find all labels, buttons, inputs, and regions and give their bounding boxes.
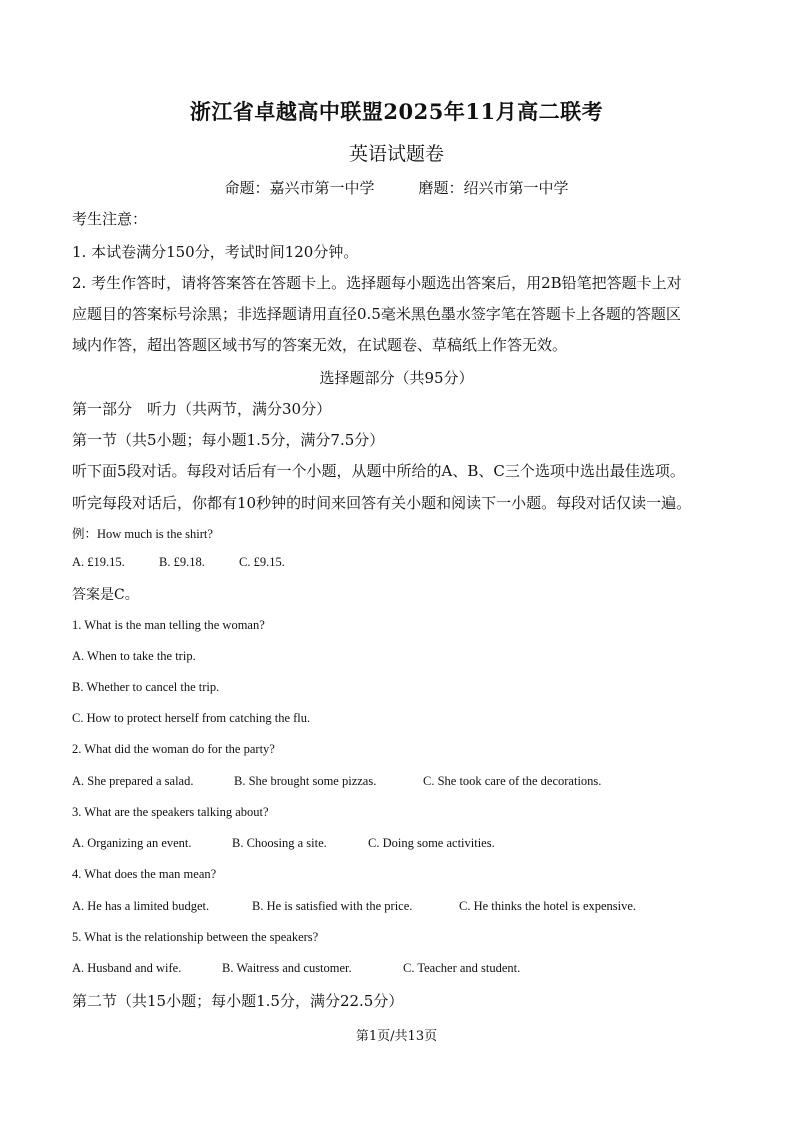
- example-options: [72, 555, 285, 570]
- question-4-option-a: A. He has a limited budget.: [72, 899, 210, 913]
- question-2-option-a: A. She prepared a salad.: [72, 774, 194, 788]
- sub-section-1-heading: 第一节（共5小题；每小题1.5分，满分7.5分）: [72, 431, 385, 449]
- page-subtitle: 英语试题卷: [348, 143, 444, 165]
- section-heading: 选择题部分（共95分）: [319, 369, 474, 387]
- question-4: 4. What does the man mean?: [72, 867, 217, 881]
- notice-item-2-line-2: 应题目的答案标号涂黑；非选择题请用直径0.5毫米黑色墨水签字笔在答题卡上各题的答题区: [72, 305, 681, 323]
- example-question: 例：How much is the shirt?: [72, 527, 213, 541]
- question-5-option-c: C. Teacher and student.: [403, 961, 521, 975]
- question-1: 1. What is the man telling the woman?: [72, 618, 265, 632]
- instruction-line-2: 听完每段对话后，你都有10秒钟的时间来回答有关小题和阅读下一小题。每段对话仅读一遍。: [72, 494, 692, 512]
- question-2: 2. What did the woman do for the party?: [72, 742, 275, 756]
- question-5-option-a: A. Husband and wife.: [72, 961, 182, 975]
- question-3-option-a: A. Organizing an event.: [72, 836, 192, 850]
- question-4-option-c: C. He thinks the hotel is expensive.: [459, 899, 637, 913]
- part-1-heading: 第一部分 听力（共两节，满分30分）: [72, 400, 332, 418]
- example-option-c: C. £9.15.: [239, 555, 285, 569]
- question-2-option-b: B. She brought some pizzas.: [234, 774, 377, 788]
- notice-item-1: 1. 本试卷满分150分，考试时间120分钟。: [72, 243, 359, 261]
- question-3: 3. What are the speakers talking about?: [72, 805, 269, 819]
- notice-heading: 考生注意：: [72, 210, 148, 228]
- question-4-option-b: B. He is satisfied with the price.: [252, 899, 413, 913]
- author-setter: 命题：嘉兴市第一中学: [224, 179, 375, 197]
- question-5-option-b: B. Waitress and customer.: [222, 961, 352, 975]
- question-2-option-c: C. She took care of the decorations.: [423, 774, 602, 788]
- example-answer: 答案是C。: [72, 587, 139, 603]
- question-5: 5. What is the relationship between the speakers?: [72, 930, 319, 944]
- question-3-options: [72, 836, 495, 851]
- question-5-options: [72, 961, 520, 976]
- sub-section-2-heading: 第二节（共15小题；每小题1.5分，满分22.5分）: [72, 992, 404, 1010]
- question-3-option-c: C. Doing some activities.: [368, 836, 495, 850]
- question-1-option-b: B. Whether to cancel the trip.: [72, 680, 220, 694]
- question-1-option-a: A. When to take the trip.: [72, 649, 196, 663]
- authors-line: [0, 177, 793, 198]
- example-option-a: A. £19.15.: [72, 555, 125, 569]
- instruction-line-1: 听下面5段对话。每段对话后有一个小题，从题中所给的A、B、C三个选项中选出最佳选项。: [72, 462, 685, 480]
- page-title: 浙江省卓越高中联盟2025年11月高二联考: [189, 99, 604, 124]
- notice-item-2-line-1: 2. 考生作答时，请将答案答在答题卡上。选择题每小题选出答案后，用2B铅笔把答题卡上对: [72, 274, 682, 292]
- notice-item-2-line-3: 域内作答，超出答题区域书写的答案无效，在试题卷、草稿纸上作答无效。: [72, 336, 568, 354]
- question-4-options: [72, 899, 636, 914]
- question-2-options: [72, 774, 601, 789]
- question-3-option-b: B. Choosing a site.: [232, 836, 327, 850]
- question-1-option-c: C. How to protect herself from catching the flu.: [72, 711, 311, 725]
- page-number: 第1页/共13页: [355, 1029, 438, 1044]
- example-option-b: B. £9.18.: [159, 555, 205, 569]
- author-reviewer: 磨题：绍兴市第一中学: [418, 179, 569, 197]
